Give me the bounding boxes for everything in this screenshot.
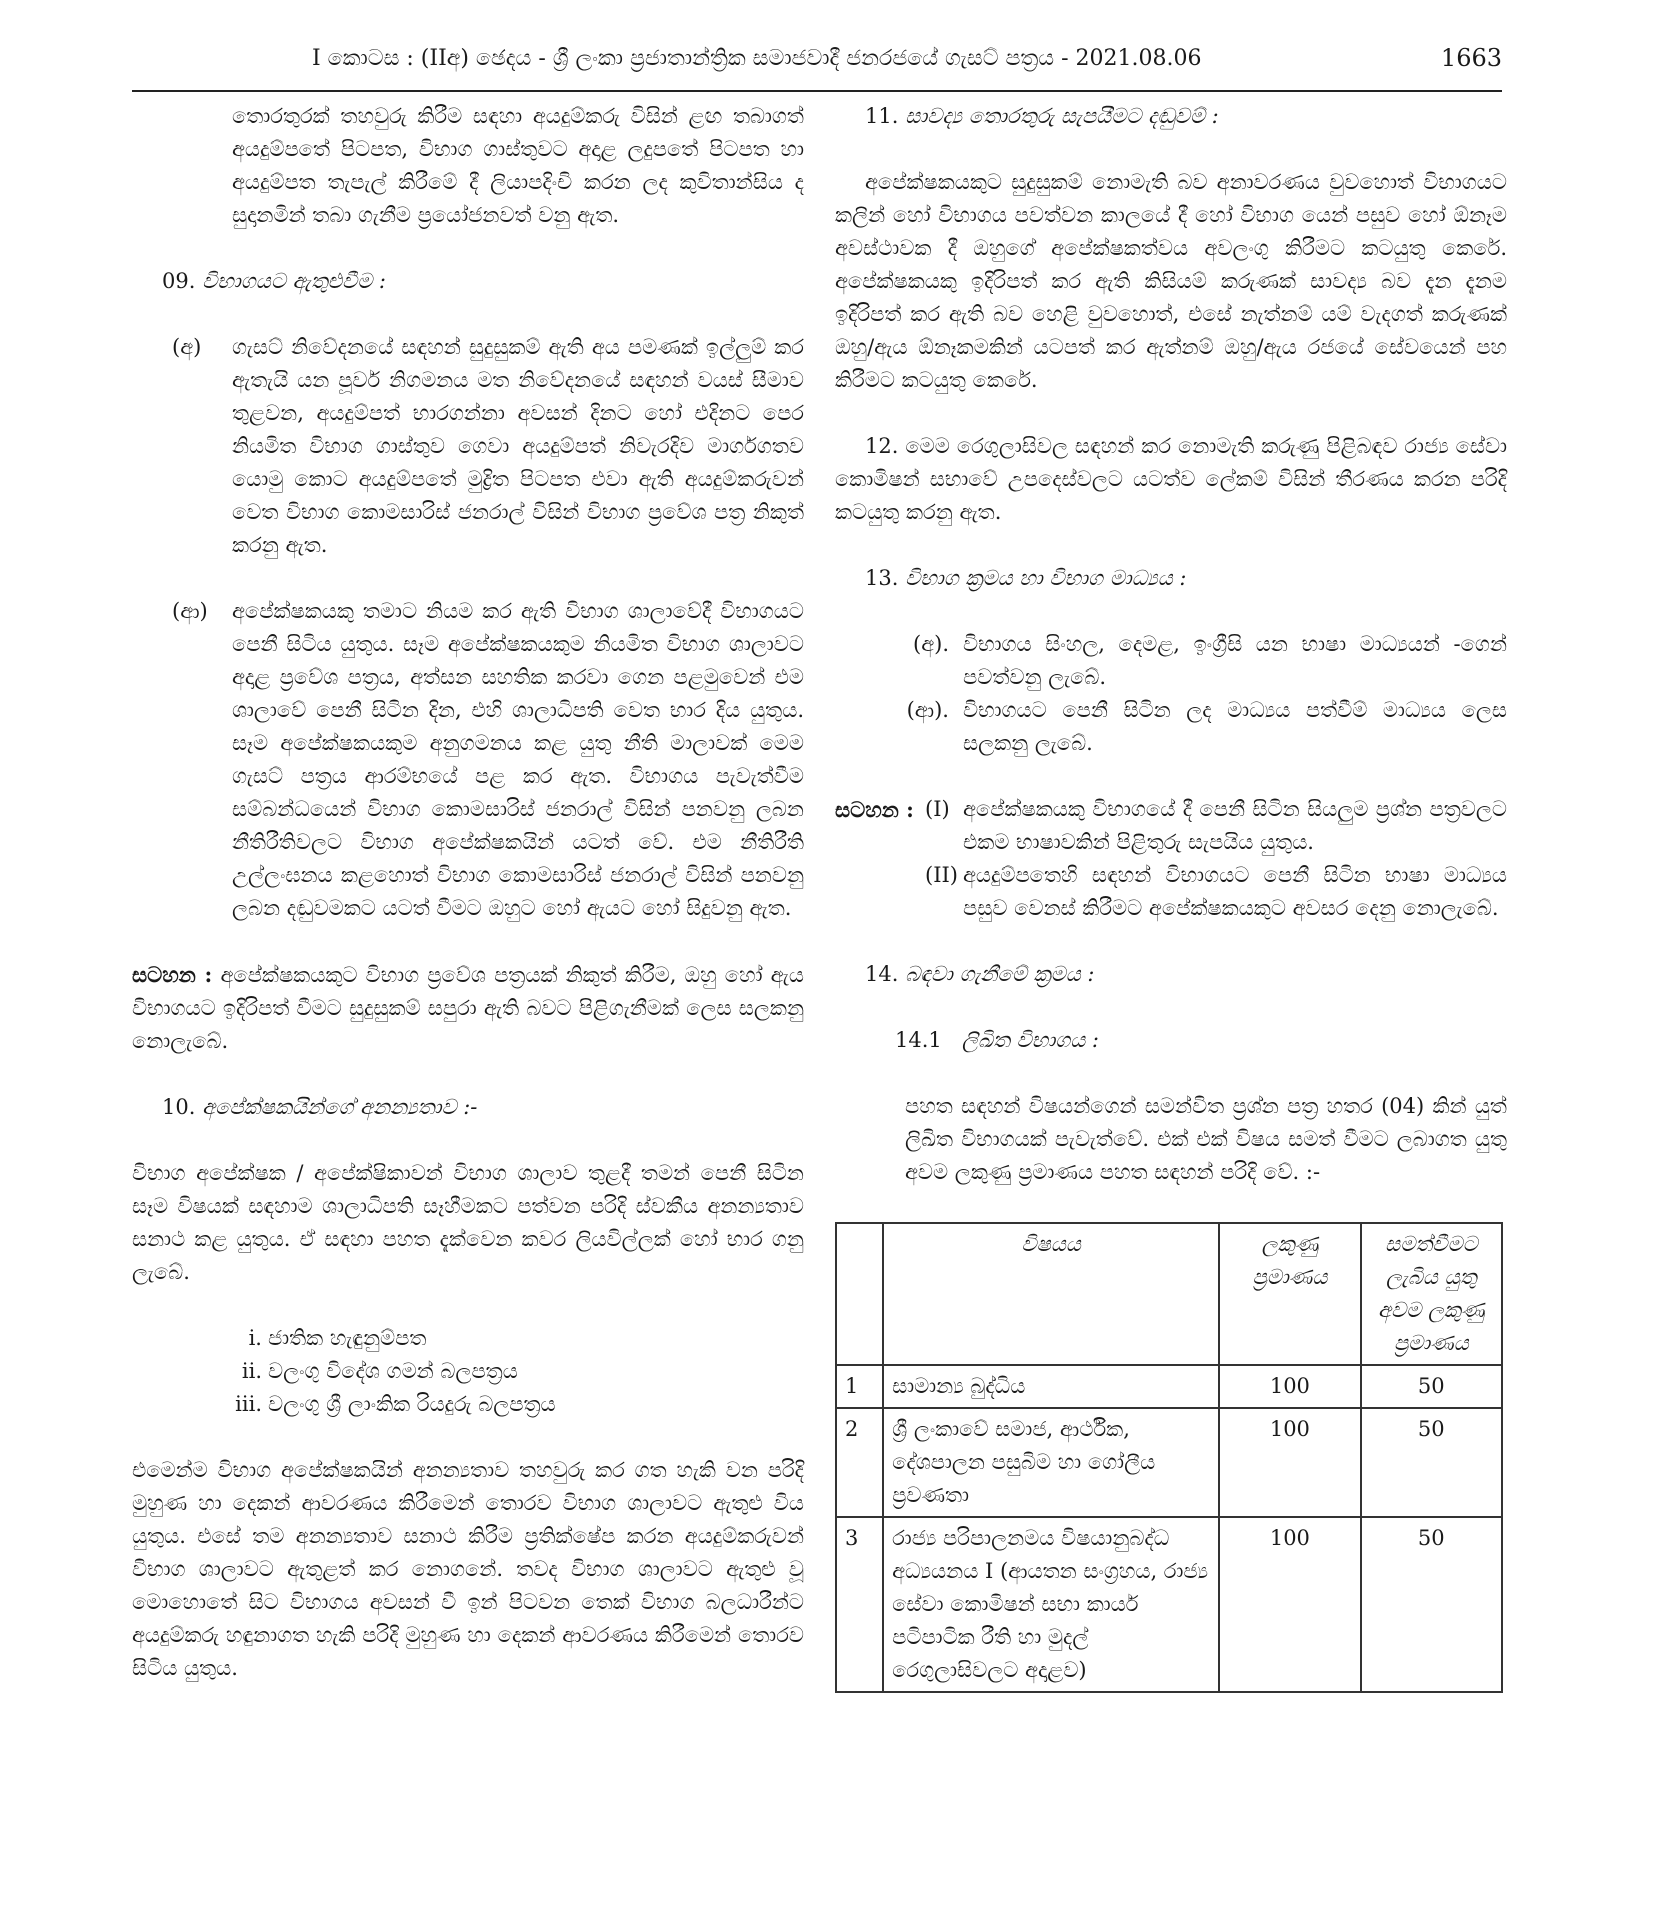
header-marks: ලකුණු ප්‍රමාණය [1219,1223,1360,1365]
section-number: 14. [865,962,899,986]
table-row [836,1365,1502,1408]
row-subject: ශ්‍රී ලංකාවේ සමාජ, ආර්ථික, දේශපාලන පසුබිම හා ගෝලීය ප්‍රවණතා [883,1408,1219,1517]
section-13-item-aa [835,694,1507,760]
row-pass-marks: 50 [1361,1517,1502,1692]
table-row [836,1517,1502,1692]
item-label: (ආ) [172,599,208,623]
section-number: 14.1 [895,1028,942,1052]
section-14-1-text: පහත සඳහන් විෂයන්ගෙන් සමන්විත ප්‍රශ්න පත්‍ර හතර (04) කින් යුත් ලිඛිත විභාගයක් පැවැත්වේ. එක් එක් විෂය සමත් වීමට ලබාගත යුතු අවම ලකුණු ප්‍රමාණය පහත සඳහන් පරිදි වේ. :- [905,1094,1507,1184]
section-title: සාවද්‍ය තොරතුරු සැපයීමට දඬුවම් : [905,104,1219,128]
note-text: අපේක්ෂකයකුට විභාග ප්‍රවේශ පත්‍රයක් නිකුත් කිරීම, ඔහු හෝ ඇය විභාගයට ඉදිරිපත් වීමට සුදුසුකම් සපුරා ඇති බවට පිළිගැනීමක් ලෙස සලකනු නොලැබේ. [132,963,804,1053]
section-11-heading [835,100,1507,133]
list-item [192,1322,804,1355]
section-10-heading [132,1091,804,1124]
item-label: (අ). [913,632,949,656]
section-13-heading [835,562,1507,595]
list-text: ජාතික හැඳුනුම්පත [268,1326,427,1350]
section-title: විභාගයට ඇතුළුවීම : [202,269,386,293]
section-13-note-1 [835,793,1507,859]
row-marks: 100 [1219,1365,1360,1408]
list-number: ii. [241,1359,262,1383]
item-text: අපේක්ෂකයකු තමාට නියම කර ඇති විභාග ශාලාවේදී විභාගයට පෙනී සිටිය යුතුය. සෑම අපේක්ෂකයකුම නියමිත විභාග ශාලාවට අදාළ ප්‍රවේශ පත්‍රය, අත්සන සහතික කරවා ගෙන පළමුවෙන් එම ශාලාවේ පෙනී සිටින දින, එහි ශාලාධිපති වෙත භාර දිය යුතුය. සෑම අපේක්ෂකයකුම අනුගමනය කළ යුතු නීති මාලාවක් මෙම ගැසට් පත්‍රය ආරම්භයේ පළ කර ඇත. විභාගය පැවැත්වීම සම්බන්ධයෙන් විභාග කොමසාරිස් ජනරාල් විසින් පනවනු ලබන නීතිරීතිවලට විභාග අපේක්ෂකයින් යටත් වේ. එම නීතිරීති උල්ලංඝනය කළහොත් විභාග කොමසාරිස් ජනරාල් විසින් පනවනු ලබන දඬුවමකට යටත් වීමට ඔහුට හෝ ඇයට හෝ සිදුවනු ඇත. [232,599,804,920]
header-pass-marks: සමත්වීමට ලැබිය යුතු අවම ලකුණු ප්‍රමාණය [1361,1223,1502,1365]
row-pass-marks: 50 [1361,1365,1502,1408]
section-number: 11. [865,104,899,128]
section-12-text: 12. මෙම රෙගුලාසිවල සඳහන් කර නොමැති කරුණු පිළිබඳව රාජ්‍ය සේවා කොමිෂන් සභාවේ උපදෙස්වලට යටත්ව ලේකම් විසින් තීරණය කරන පරිදි කටයුතු කරනු ඇත. [835,434,1507,524]
section-title: බඳවා ගැනීමේ ක්‍රමය : [905,962,1095,986]
row-subject: රාජ්‍ය පරිපාලනමය විෂයානුබද්ධ අධ්‍යයනය I (ආයතන සංග්‍රහය, රාජ්‍ය සේවා කොමිෂන් සභා කාර්ය පටිපාටික රීති හා මුදල් රෙගුලාසිවලට අදාළව) [883,1517,1219,1692]
intro-paragraph: තොරතුරක් තහවුරු කිරීම සඳහා අයදුම්කරු විසින් ළඟ තබාගත් අයදුම්පතේ පිටපත, විභාග ගාස්තුවට අදාළ ලදුපතේ පිටපත හා අයදුම්පත තැපැල් කිරීමේ දී ලියාපදිංචි කරන ලද කුවිතාන්සිය ද සුදානමින් තබා ගැනීම ප්‍රයෝජනවත් වනු ඇත. [232,104,804,227]
section-title: විභාග ක්‍රමය හා විභාග මාධ්‍යය : [905,566,1187,590]
table-header-row [836,1223,1502,1365]
header-subject: විෂයය [883,1223,1219,1365]
row-number: 2 [836,1408,883,1517]
section-title: ලිඛිත විභාගය : [961,1028,1099,1052]
row-marks: 100 [1219,1408,1360,1517]
page-number: 1663 [1440,44,1502,72]
row-marks: 100 [1219,1517,1360,1692]
note-item-label: (II) [925,863,958,887]
section-13-item-a [835,628,1507,694]
section-09-item-aa [132,595,804,925]
list-text: වලංගු විදේශ ගමන් බලපත්‍රය [268,1359,518,1383]
item-label: (ආ). [906,698,949,722]
left-column [132,100,804,1685]
section-14-heading [835,958,1507,991]
list-number: iii. [235,1392,262,1416]
note-item-label: (I) [925,797,950,821]
note-item-text: අපේක්ෂකයකු විභාගයේ දී පෙනී සිටින සියලුම ප්‍රශ්න පත්‍රවලට එකම භාෂාවකින් පිළිතුරු සැපයිය යුතුය. [963,797,1507,854]
section-title: අපේක්ෂකයින්ගේ අනන්‍යතාව :- [202,1095,478,1119]
id-document-list [132,1322,804,1421]
item-text: විභාගයට පෙනී සිටින ලද මාධ්‍යය පත්වීම් මාධ්‍යය ලෙස සලකනු ලැබේ. [963,698,1507,755]
right-column [835,100,1507,1693]
list-item [192,1355,804,1388]
section-14-1-heading [835,1024,1507,1057]
header-no [836,1223,883,1365]
section-10-paragraph-1: විභාග අපේක්ෂක / අපේක්ෂිකාවන් විභාග ශාලාව තුළදී තමන් පෙනී සිටින සෑම විෂයක් සඳහාම ශාලාධිපති සෑහීමකට පත්වන පරිදි ස්වකීය අනන්‍යතාව සනාථ කළ යුතුය. ඒ සඳහා පහත දැක්වෙන කවර ලියවිල්ලක් හෝ භාර ගනු ලැබේ. [132,1161,804,1284]
row-subject: සාමාන්‍ය බුද්ධිය [883,1365,1219,1408]
item-text: ගැසට් නිවේදනයේ සඳහන් සුදුසුකම් ඇති අය පමණක් ඉල්ලුම් කර ඇතැයි යන පූර්ව නිගමනය මත නිවේදනයේ සඳහන් වයස් සීමාව තුළවන, අයදුම්පත් භාරගන්නා අවසන් දිනට හෝ එදිනට පෙර නියමිත විභාග ගාස්තුව ගෙවා අයදුම්පත් නිවැරදිව මාර්ගගතව යොමු කොට අයදුම්පතේ මුද්‍රිත පිටපත එවා ඇති අයදුම්කරුවන් වෙත විභාග කොමසාරිස් ජනරාල් විසින් විභාග ප්‍රවේශ පත්‍ර නිකුත් කරනු ඇත. [232,335,804,557]
table-row [836,1408,1502,1517]
item-label: (අ) [172,335,202,359]
gazette-title: I කොටස : (IIඅ) ඡෙදය - ශ්‍රී ලංකා ප්‍රජාතාන්ත්‍රික සමාජවාදී ජනරජයේ ගැසට් පත්‍රය - 2021.08.06 [312,46,1202,71]
section-09-heading [132,265,804,298]
list-item [192,1388,804,1421]
page-header [132,38,1502,92]
note-paragraph [132,958,804,1058]
section-09-item-a [132,331,804,562]
row-number: 1 [836,1365,883,1408]
list-number: i. [248,1326,262,1350]
subjects-table [835,1222,1503,1693]
note-item-text: අයදුම්පතෙහි සඳහන් විභාගයට පෙනී සිටින භාෂා මාධ්‍යය පසුව වෙනස් කිරීමට අපේක්ෂකයකුට අවසර දෙනු නොලැබේ. [963,863,1507,920]
row-pass-marks: 50 [1361,1408,1502,1517]
section-11-text: අපේක්ෂකයකුට සුදුසුකම් නොමැති බව අනාවරණය වුවහොත් විභාගයට කලින් හෝ විභාගය පවත්වන කාලයේ දී හෝ විභාග යෙන් පසුව හෝ ඕනෑම අවස්ථාවක දී ඔහුගේ අපේක්ෂකත්වය අවලංගු කිරීමට කටයුතු කෙරේ. අපේක්ෂකයකු ඉදිරිපත් කර ඇති කිසියම් කරුණක් සාවද්‍ය බව දැන දැනම ඉදිරිපත් කර ඇති බව හෙළි වුවහොත්, එසේ නැත්නම් යම් වැදගත් කරුණක් ඔහු/ඇය ඕනෑකමකින් යටපත් කර ඇත්නම් ඔහු/ඇය රජයේ සේවයෙන් පහ කිරීමට කටයුතු කෙරේ. [835,170,1507,392]
row-number: 3 [836,1517,883,1692]
note-label: සටහන : [132,962,213,987]
section-number: 10. [162,1095,196,1119]
note-label: සටහන : [835,797,914,822]
section-number: 09. [162,269,196,293]
list-text: වලංගු ශ්‍රී ලාංකික රියදුරු බලපත්‍රය [268,1392,556,1416]
section-number: 13. [865,566,899,590]
section-13-note-2 [835,859,1507,925]
section-10-paragraph-2: එමෙන්ම විභාග අපේක්ෂකයින් අනන්‍යතාව තහවුරු කර ගත හැකි වන පරිදි මුහුණ හා දෙකන් ආවරණය කිරීමෙන් තොරව විභාග ශාලාවට ඇතුළු විය යුතුය. එසේ තම අනන්‍යතාව සනාථ කිරීම ප්‍රතික්ෂේප කරන අයදුම්කරුවන් විභාග ශාලාවට ඇතුළත් කර නොගනේ. තවද විභාග ශාලාවට ඇතුළු වූ මොහොතේ සිට විභාගය අවසන් වී ඉන් පිටවන තෙක් විභාග බලධාරීන්ට අයදුම්කරු හඳුනාගත හැකි පරිදි මුහුණ හා දෙකන් ආවරණය කිරීමෙන් තොරව සිටිය යුතුය. [132,1458,804,1680]
item-text: විභාගය සිංහල, දෙමළ, ඉංග්‍රීසි යන භාෂා මාධ්‍යයන් -ගෙන් පවත්වනු ලැබේ. [963,632,1507,689]
